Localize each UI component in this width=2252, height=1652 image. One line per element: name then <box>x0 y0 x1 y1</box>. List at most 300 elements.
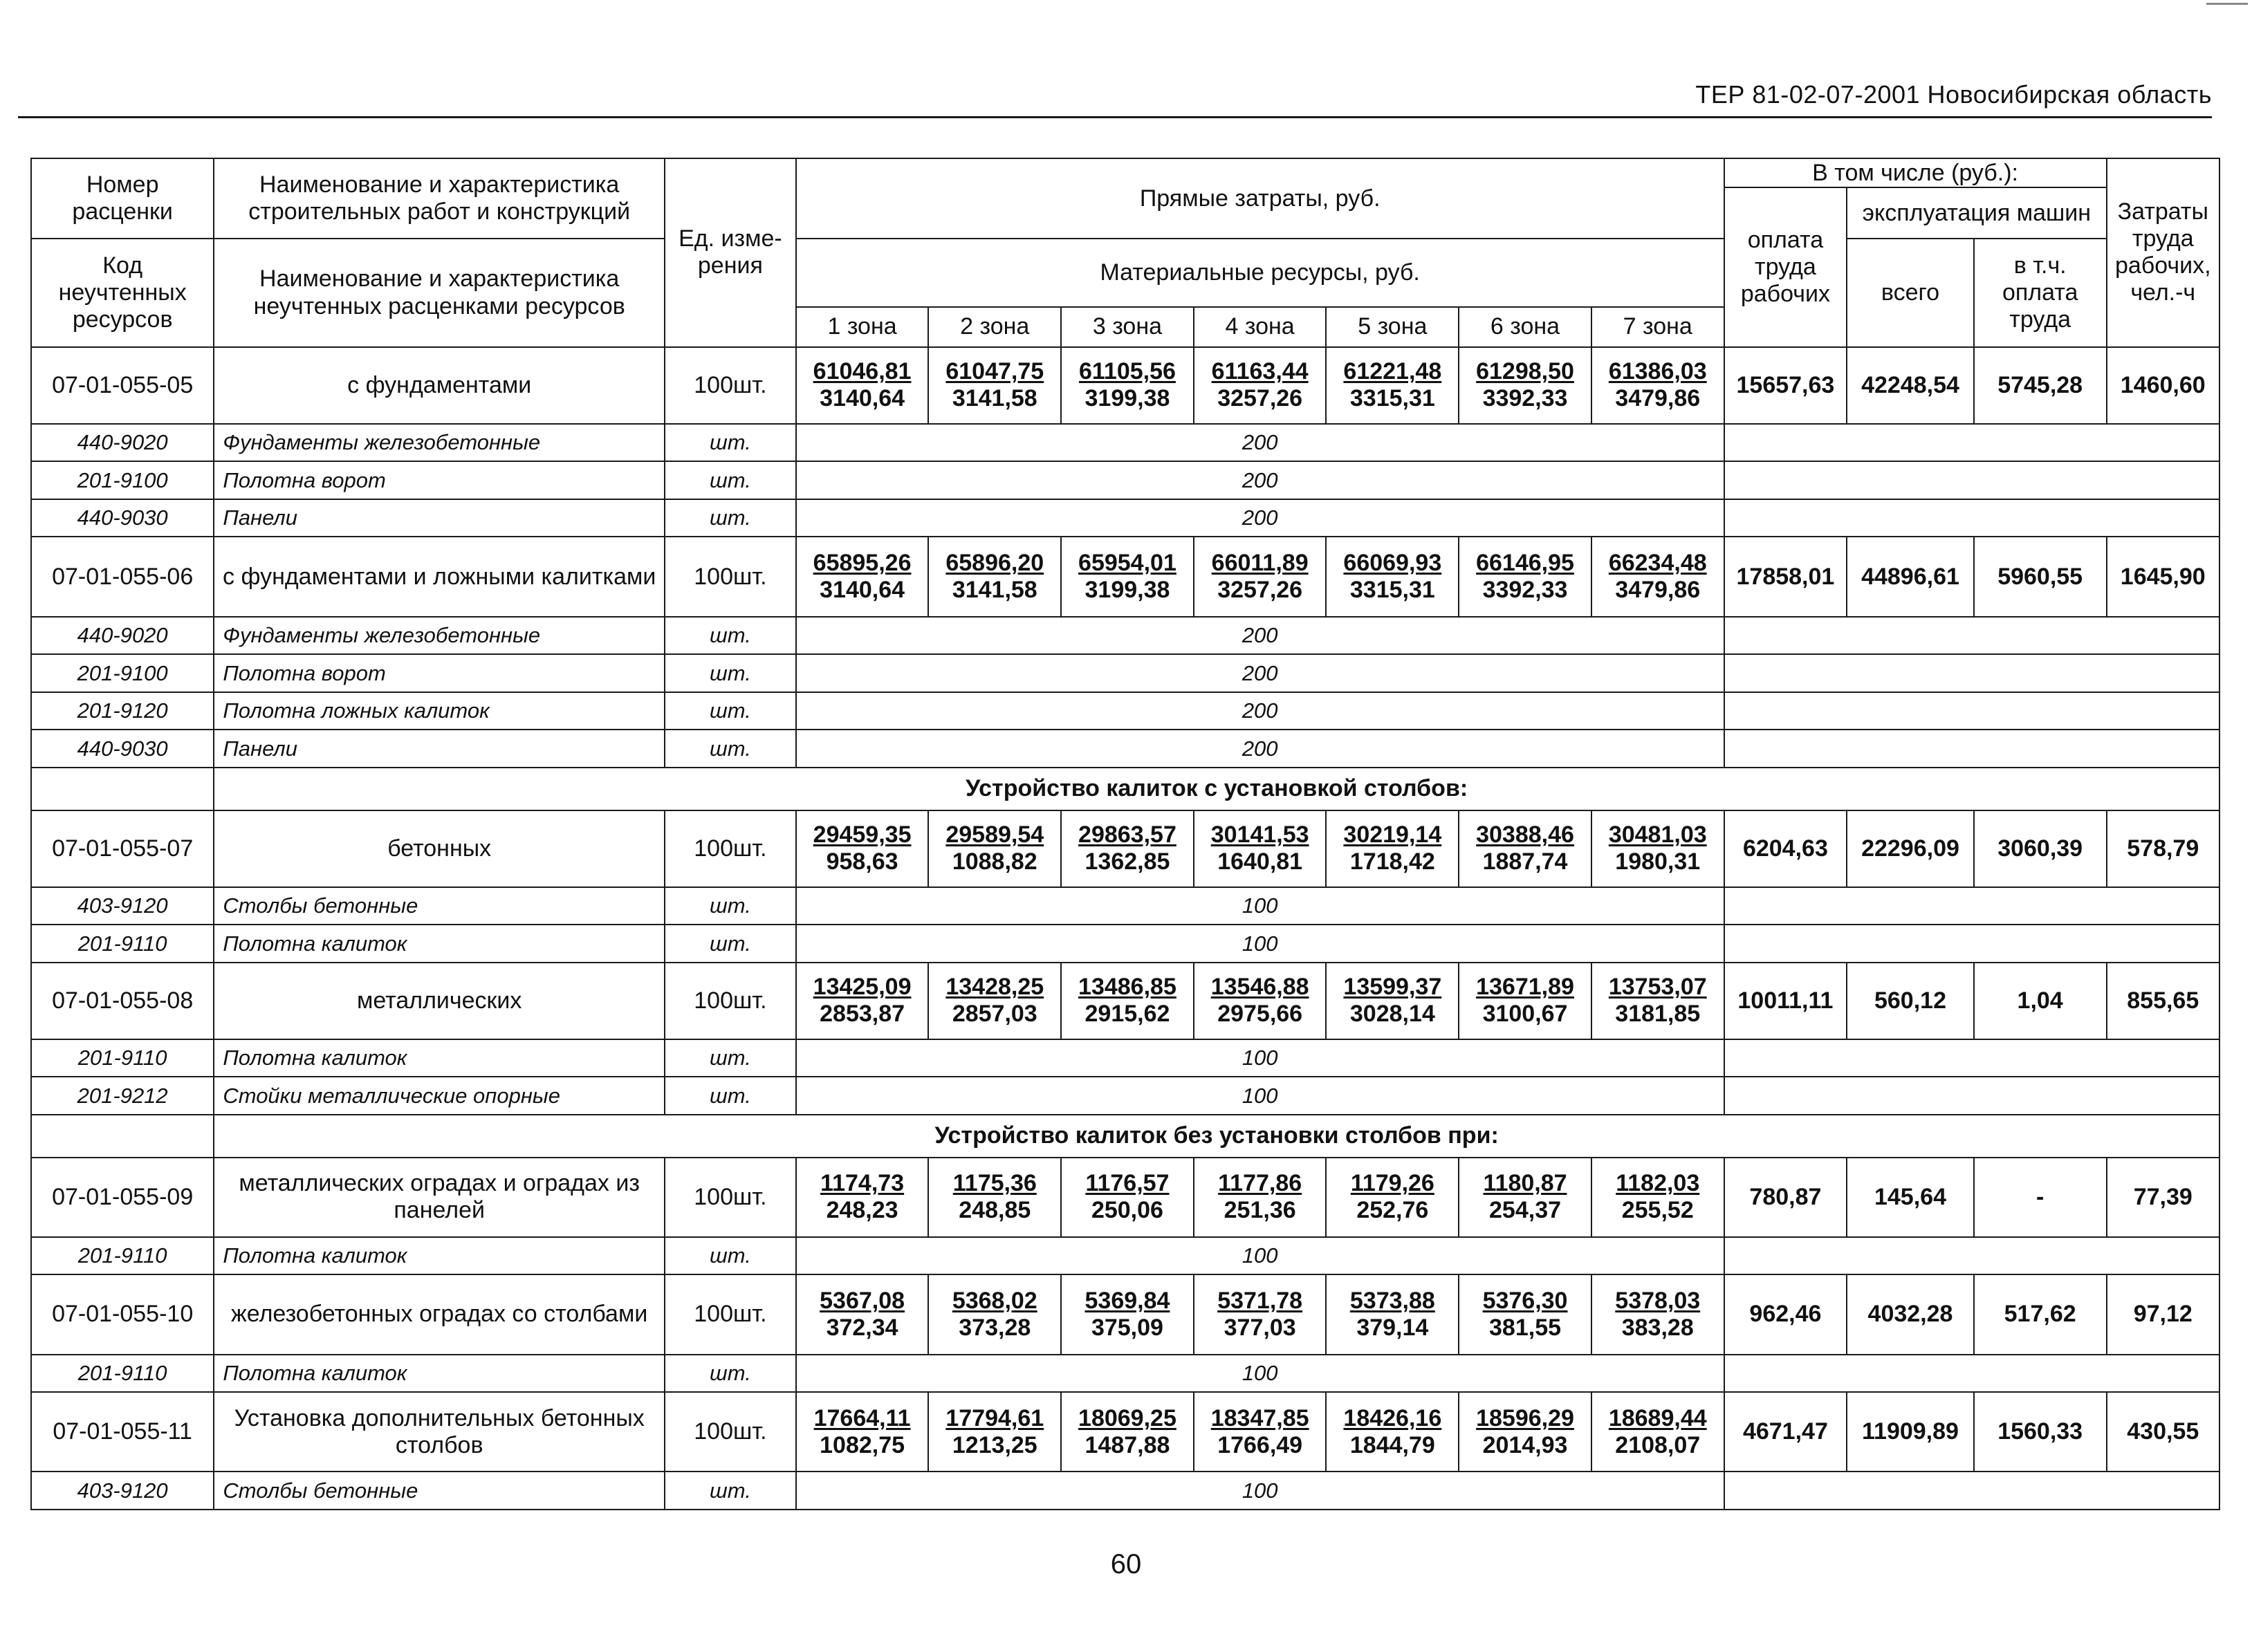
machine-wage-cost: 5745,28 <box>1974 347 2107 424</box>
zone-price <box>928 1158 1061 1237</box>
header-machines: эксплуатация машин <box>1847 187 2106 239</box>
material-cost: 2857,03 <box>952 1001 1037 1028</box>
rate-row <box>31 347 2219 424</box>
direct-cost: 66069,93 <box>1343 549 1442 576</box>
machine-cost: 22296,09 <box>1847 810 1974 887</box>
resource-unit: шт. <box>665 730 796 768</box>
material-cost: 1362,85 <box>1085 848 1170 875</box>
resource-quantity: 200 <box>796 654 1724 692</box>
material-cost: 958,63 <box>826 848 898 875</box>
header-code-bottom: Код неучтенных ресурсов <box>31 239 214 346</box>
resource-quantity: 100 <box>796 925 1724 963</box>
machine-wage-cost: 517,62 <box>1974 1274 2107 1354</box>
header-code-top: Номер расценки <box>31 158 214 239</box>
material-cost: 3140,64 <box>820 385 905 412</box>
zone-price <box>1326 1392 1459 1472</box>
zone-price <box>1061 1274 1194 1354</box>
direct-cost: 1175,36 <box>952 1170 1037 1197</box>
direct-cost: 1180,87 <box>1483 1170 1567 1197</box>
resource-name: Полотна калиток <box>214 925 665 963</box>
resource-code: 403-9120 <box>31 1472 214 1510</box>
resource-unit: шт. <box>665 1472 796 1510</box>
zone-price <box>928 963 1061 1039</box>
resource-unit: шт. <box>665 925 796 963</box>
zone-price <box>1061 1392 1194 1472</box>
direct-cost: 61221,48 <box>1343 358 1442 385</box>
zone-price <box>1591 1158 1724 1237</box>
rate-code: 07-01-055-07 <box>31 810 214 887</box>
resource-unit: шт. <box>665 499 796 537</box>
resource-code: 201-9212 <box>31 1077 214 1115</box>
direct-cost: 1176,57 <box>1085 1170 1170 1197</box>
zone-price <box>796 1392 929 1472</box>
zone-price <box>1061 810 1194 887</box>
resource-quantity: 200 <box>796 461 1724 499</box>
material-cost: 1766,49 <box>1217 1431 1303 1458</box>
section-title: Устройство калиток с установкой столбов: <box>214 768 2219 810</box>
resource-row <box>31 1039 2219 1077</box>
resource-code: 403-9120 <box>31 887 214 925</box>
material-cost: 3392,33 <box>1482 577 1568 604</box>
resource-code: 201-9110 <box>31 1355 214 1393</box>
header-zone-2: 2 зона <box>928 307 1061 347</box>
resource-name: Стойки металлические опорные <box>214 1077 665 1115</box>
wage-cost: 4671,47 <box>1724 1392 1847 1472</box>
resource-quantity: 200 <box>796 730 1724 768</box>
header-rule <box>18 116 2212 118</box>
rate-code: 07-01-055-06 <box>31 537 214 616</box>
zone-price <box>1194 537 1327 616</box>
direct-cost: 29459,35 <box>813 822 912 848</box>
resource-empty-cell <box>1724 925 2219 963</box>
material-cost: 250,06 <box>1091 1197 1163 1224</box>
material-cost: 251,36 <box>1224 1197 1296 1224</box>
page-number: 60 <box>1110 1549 1142 1579</box>
direct-cost: 5369,84 <box>1085 1287 1170 1314</box>
zone-price <box>796 537 929 616</box>
resource-empty-cell <box>1724 461 2219 499</box>
direct-cost: 29863,57 <box>1078 822 1176 848</box>
material-cost: 1887,74 <box>1482 848 1568 875</box>
resource-empty-cell <box>1724 424 2219 462</box>
machine-cost: 44896,61 <box>1847 537 1974 616</box>
rate-code: 07-01-055-11 <box>31 1392 214 1472</box>
direct-cost: 65895,26 <box>813 549 912 576</box>
resource-code: 440-9020 <box>31 617 214 655</box>
resource-quantity: 100 <box>796 887 1724 925</box>
resource-code: 201-9110 <box>31 925 214 963</box>
rate-name: железобетонных оградах со столбами <box>214 1274 665 1354</box>
rate-code: 07-01-055-05 <box>31 347 214 424</box>
header-zone-1: 1 зона <box>796 307 929 347</box>
labor-cost: 97,12 <box>2107 1274 2220 1354</box>
direct-cost: 5378,03 <box>1615 1287 1701 1314</box>
rate-name: Установка дополнительных бетонных столбов <box>214 1392 665 1472</box>
resource-code: 201-9110 <box>31 1237 214 1275</box>
direct-cost: 5368,02 <box>952 1287 1037 1314</box>
zone-price <box>796 1158 929 1237</box>
zone-price <box>1194 1158 1327 1237</box>
section-row <box>31 768 2219 810</box>
zone-price <box>1459 537 1591 616</box>
direct-cost: 13546,88 <box>1210 974 1309 1001</box>
direct-cost: 61047,75 <box>945 358 1044 385</box>
zone-price <box>1194 1274 1327 1354</box>
material-cost: 248,85 <box>959 1197 1031 1224</box>
material-cost: 1082,75 <box>820 1431 905 1458</box>
resource-unit: шт. <box>665 1077 796 1115</box>
resource-name: Панели <box>214 499 665 537</box>
direct-cost: 61105,56 <box>1078 358 1176 385</box>
rate-unit: 100шт. <box>665 1158 796 1237</box>
machine-cost: 11909,89 <box>1847 1392 1974 1472</box>
header-zone-5: 5 зона <box>1326 307 1459 347</box>
rate-code: 07-01-055-10 <box>31 1274 214 1354</box>
zone-price <box>1591 1392 1724 1472</box>
rate-name: металлических оградах и оградах из панелей <box>214 1158 665 1237</box>
direct-cost: 13486,85 <box>1078 974 1176 1001</box>
material-cost: 3199,38 <box>1085 577 1170 604</box>
labor-cost: 1645,90 <box>2107 537 2220 616</box>
material-cost: 3028,14 <box>1349 1001 1435 1028</box>
resource-code: 201-9110 <box>31 1039 214 1077</box>
material-cost: 255,52 <box>1621 1197 1694 1224</box>
resource-code: 440-9030 <box>31 730 214 768</box>
rate-row <box>31 810 2219 887</box>
material-cost: 379,14 <box>1356 1315 1429 1341</box>
wage-cost: 17858,01 <box>1724 537 1847 616</box>
material-cost: 381,55 <box>1489 1315 1562 1341</box>
wage-cost: 780,87 <box>1724 1158 1847 1237</box>
resource-empty-cell <box>1724 887 2219 925</box>
material-cost: 1487,88 <box>1085 1431 1170 1458</box>
direct-cost: 1182,03 <box>1616 1170 1700 1197</box>
labor-cost: 1460,60 <box>2107 347 2220 424</box>
header-unit: Ед. изме-рения <box>665 158 796 347</box>
material-cost: 3257,26 <box>1217 385 1303 412</box>
header-name-top: Наименование и характеристика строительных работ и конструкций <box>214 158 665 239</box>
resource-unit: шт. <box>665 424 796 462</box>
section-title: Устройство калиток без установки столбов при: <box>214 1115 2219 1158</box>
resource-row <box>31 1472 2219 1510</box>
table-body <box>31 347 2219 1510</box>
labor-cost: 578,79 <box>2107 810 2220 887</box>
section-row <box>31 1115 2219 1158</box>
resource-empty-cell <box>1724 1472 2219 1510</box>
resource-name: Полотна калиток <box>214 1355 665 1393</box>
resource-quantity: 100 <box>796 1237 1724 1275</box>
zone-price <box>796 810 929 887</box>
zone-price <box>928 810 1061 887</box>
zone-price <box>928 1274 1061 1354</box>
zone-price <box>1459 1158 1591 1237</box>
resource-quantity: 200 <box>796 692 1724 730</box>
direct-cost: 61298,50 <box>1476 358 1574 385</box>
material-cost: 3479,86 <box>1615 385 1701 412</box>
material-cost: 2975,66 <box>1217 1001 1303 1028</box>
rate-name: с фундаментами <box>214 347 665 424</box>
zone-price <box>1591 963 1724 1039</box>
zone-price <box>1326 810 1459 887</box>
zone-price <box>1194 963 1327 1039</box>
zone-price <box>1459 1392 1591 1472</box>
material-cost: 3141,58 <box>952 577 1037 604</box>
resource-name: Полотна калиток <box>214 1039 665 1077</box>
zone-price <box>928 537 1061 616</box>
labor-cost: 855,65 <box>2107 963 2220 1039</box>
zone-price <box>1326 537 1459 616</box>
rate-unit: 100шт. <box>665 1392 796 1472</box>
machine-cost: 4032,28 <box>1847 1274 1974 1354</box>
direct-cost: 13671,89 <box>1476 974 1574 1001</box>
rate-row <box>31 1392 2219 1472</box>
zone-price <box>796 963 929 1039</box>
resource-unit: шт. <box>665 887 796 925</box>
labor-cost: 77,39 <box>2107 1158 2220 1237</box>
resource-unit: шт. <box>665 1237 796 1275</box>
machine-wage-cost: 1560,33 <box>1974 1392 2107 1472</box>
direct-cost: 65896,20 <box>945 549 1044 576</box>
wage-cost: 15657,63 <box>1724 347 1847 424</box>
rates-table <box>30 158 2220 1510</box>
resource-code: 201-9120 <box>31 692 214 730</box>
machine-wage-cost: - <box>1974 1158 2107 1237</box>
resource-row <box>31 925 2219 963</box>
zone-price <box>1061 537 1194 616</box>
direct-cost: 1174,73 <box>820 1170 905 1197</box>
material-cost: 2853,87 <box>820 1001 905 1028</box>
material-cost: 3479,86 <box>1615 577 1701 604</box>
direct-cost: 5367,08 <box>820 1287 905 1314</box>
direct-cost: 1177,86 <box>1218 1170 1302 1197</box>
resource-empty-cell <box>1724 692 2219 730</box>
material-cost: 2108,07 <box>1615 1431 1701 1458</box>
resource-name: Фундаменты железобетонные <box>214 424 665 462</box>
material-cost: 3199,38 <box>1085 385 1170 412</box>
resource-name: Полотна калиток <box>214 1237 665 1275</box>
resource-name: Столбы бетонные <box>214 1472 665 1510</box>
direct-cost: 17794,61 <box>945 1404 1044 1431</box>
resource-unit: шт. <box>665 654 796 692</box>
material-cost: 1213,25 <box>952 1431 1037 1458</box>
header-zone-4: 4 зона <box>1194 307 1327 347</box>
direct-cost: 5373,88 <box>1349 1287 1435 1314</box>
resource-name: Полотна ложных калиток <box>214 692 665 730</box>
resource-code: 440-9030 <box>31 499 214 537</box>
zone-price <box>1061 1158 1194 1237</box>
resource-code: 440-9020 <box>31 424 214 462</box>
resource-quantity: 100 <box>796 1039 1724 1077</box>
material-cost: 254,37 <box>1489 1197 1562 1224</box>
direct-cost: 30219,14 <box>1343 822 1442 848</box>
zone-price <box>1459 1274 1591 1354</box>
zone-price <box>1459 347 1591 424</box>
machine-cost: 42248,54 <box>1847 347 1974 424</box>
material-cost: 252,76 <box>1356 1197 1429 1224</box>
zone-price <box>1591 537 1724 616</box>
header-including: В том числе (руб.): <box>1724 158 2107 187</box>
material-cost: 2915,62 <box>1085 1001 1170 1028</box>
direct-cost: 66234,48 <box>1608 549 1707 576</box>
resource-empty-cell <box>1724 1039 2219 1077</box>
material-cost: 3315,31 <box>1349 577 1435 604</box>
rate-name: с фундаментами и ложными калитками <box>214 537 665 616</box>
direct-cost: 30141,53 <box>1210 822 1309 848</box>
labor-cost: 430,55 <box>2107 1392 2220 1472</box>
resource-row <box>31 887 2219 925</box>
direct-cost: 65954,01 <box>1078 549 1176 576</box>
zone-price <box>1326 963 1459 1039</box>
zone-price <box>1326 347 1459 424</box>
resource-row <box>31 424 2219 462</box>
resource-row <box>31 654 2219 692</box>
resource-unit: шт. <box>665 461 796 499</box>
resource-unit: шт. <box>665 692 796 730</box>
machine-wage-cost: 5960,55 <box>1974 537 2107 616</box>
zone-price <box>1459 963 1591 1039</box>
material-cost: 383,28 <box>1621 1315 1694 1341</box>
material-cost: 375,09 <box>1091 1315 1163 1341</box>
zone-price <box>1061 347 1194 424</box>
corner-mark <box>2206 3 2248 5</box>
rate-unit: 100шт. <box>665 537 796 616</box>
resource-empty-cell <box>1724 1237 2219 1275</box>
resource-row <box>31 730 2219 768</box>
direct-cost: 13428,25 <box>945 974 1044 1001</box>
machine-cost: 560,12 <box>1847 963 1974 1039</box>
resource-name: Панели <box>214 730 665 768</box>
resource-empty-cell <box>1724 499 2219 537</box>
resource-row <box>31 499 2219 537</box>
material-cost: 372,34 <box>826 1315 898 1341</box>
resource-quantity: 200 <box>796 499 1724 537</box>
rate-row <box>31 1274 2219 1354</box>
resource-row <box>31 461 2219 499</box>
wage-cost: 962,46 <box>1724 1274 1847 1354</box>
direct-cost: 30388,46 <box>1476 822 1574 848</box>
header-zone-7: 7 зона <box>1591 307 1724 347</box>
direct-cost: 5376,30 <box>1482 1287 1568 1314</box>
resource-empty-cell <box>1724 654 2219 692</box>
header-wage: оплата труда рабочих <box>1724 187 1847 346</box>
material-cost: 248,23 <box>826 1197 898 1224</box>
machine-cost: 145,64 <box>1847 1158 1974 1237</box>
resource-name: Полотна ворот <box>214 461 665 499</box>
resource-row <box>31 1077 2219 1115</box>
material-cost: 1844,79 <box>1349 1431 1435 1458</box>
material-cost: 3181,85 <box>1615 1001 1701 1028</box>
header-machines-wage: в т.ч. оплата труда <box>1974 239 2107 346</box>
material-cost: 3141,58 <box>952 385 1037 412</box>
header-direct-costs: Прямые затраты, руб. <box>796 158 1724 239</box>
resource-row <box>31 1237 2219 1275</box>
resource-unit: шт. <box>665 617 796 655</box>
zone-price <box>928 1392 1061 1472</box>
header-materials: Материальные ресурсы, руб. <box>796 239 1724 307</box>
section-empty-cell <box>31 1115 214 1158</box>
rate-code: 07-01-055-08 <box>31 963 214 1039</box>
direct-cost: 29589,54 <box>945 822 1044 848</box>
rate-unit: 100шт. <box>665 347 796 424</box>
rate-row <box>31 963 2219 1039</box>
material-cost: 3100,67 <box>1482 1001 1568 1028</box>
resource-empty-cell <box>1724 617 2219 655</box>
direct-cost: 61163,44 <box>1211 358 1309 385</box>
resource-name: Полотна ворот <box>214 654 665 692</box>
material-cost: 1088,82 <box>952 848 1037 875</box>
rate-unit: 100шт. <box>665 1274 796 1354</box>
material-cost: 373,28 <box>959 1315 1031 1341</box>
resource-code: 201-9100 <box>31 461 214 499</box>
material-cost: 1718,42 <box>1349 848 1435 875</box>
resource-unit: шт. <box>665 1039 796 1077</box>
rate-code: 07-01-055-09 <box>31 1158 214 1237</box>
resource-quantity: 100 <box>796 1355 1724 1393</box>
material-cost: 2014,93 <box>1482 1431 1568 1458</box>
zone-price <box>1194 1392 1327 1472</box>
direct-cost: 1179,26 <box>1350 1170 1434 1197</box>
resource-row <box>31 617 2219 655</box>
rate-name: металлических <box>214 963 665 1039</box>
document-header: ТЕР 81-02-07-2001 Новосибирская область <box>1695 80 2212 109</box>
direct-cost: 30481,03 <box>1608 822 1707 848</box>
resource-empty-cell <box>1724 730 2219 768</box>
zone-price <box>1326 1158 1459 1237</box>
zone-price <box>1591 810 1724 887</box>
resource-quantity: 200 <box>796 617 1724 655</box>
material-cost: 3392,33 <box>1482 385 1568 412</box>
resource-row <box>31 1355 2219 1393</box>
resource-code: 201-9100 <box>31 654 214 692</box>
header-zone-6: 6 зона <box>1459 307 1591 347</box>
zone-price <box>1194 347 1327 424</box>
resource-name: Фундаменты железобетонные <box>214 617 665 655</box>
zone-price <box>1194 810 1327 887</box>
material-cost: 3140,64 <box>820 577 905 604</box>
wage-cost: 6204,63 <box>1724 810 1847 887</box>
zone-price <box>1591 347 1724 424</box>
direct-cost: 5371,78 <box>1217 1287 1303 1314</box>
direct-cost: 18689,44 <box>1608 1404 1707 1431</box>
table-header <box>31 158 2219 347</box>
zone-price <box>1591 1274 1724 1354</box>
direct-cost: 66146,95 <box>1476 549 1574 576</box>
direct-cost: 61386,03 <box>1608 358 1707 385</box>
resource-quantity: 100 <box>796 1077 1724 1115</box>
direct-cost: 13599,37 <box>1343 974 1442 1001</box>
direct-cost: 18426,16 <box>1343 1404 1442 1431</box>
material-cost: 3257,26 <box>1217 577 1303 604</box>
direct-cost: 18347,85 <box>1210 1404 1309 1431</box>
zone-price <box>928 347 1061 424</box>
resource-unit: шт. <box>665 1355 796 1393</box>
resource-quantity: 200 <box>796 424 1724 462</box>
material-cost: 3315,31 <box>1349 385 1435 412</box>
direct-cost: 13425,09 <box>813 974 912 1001</box>
resource-empty-cell <box>1724 1077 2219 1115</box>
material-cost: 1640,81 <box>1217 848 1303 875</box>
rate-row <box>31 537 2219 616</box>
resource-row <box>31 692 2219 730</box>
material-cost: 377,03 <box>1224 1315 1296 1341</box>
wage-cost: 10011,11 <box>1724 963 1847 1039</box>
zone-price <box>796 1274 929 1354</box>
rate-row <box>31 1158 2219 1237</box>
rate-name: бетонных <box>214 810 665 887</box>
direct-cost: 17664,11 <box>813 1404 911 1431</box>
direct-cost: 18596,29 <box>1476 1404 1574 1431</box>
direct-cost: 61046,81 <box>813 358 912 385</box>
